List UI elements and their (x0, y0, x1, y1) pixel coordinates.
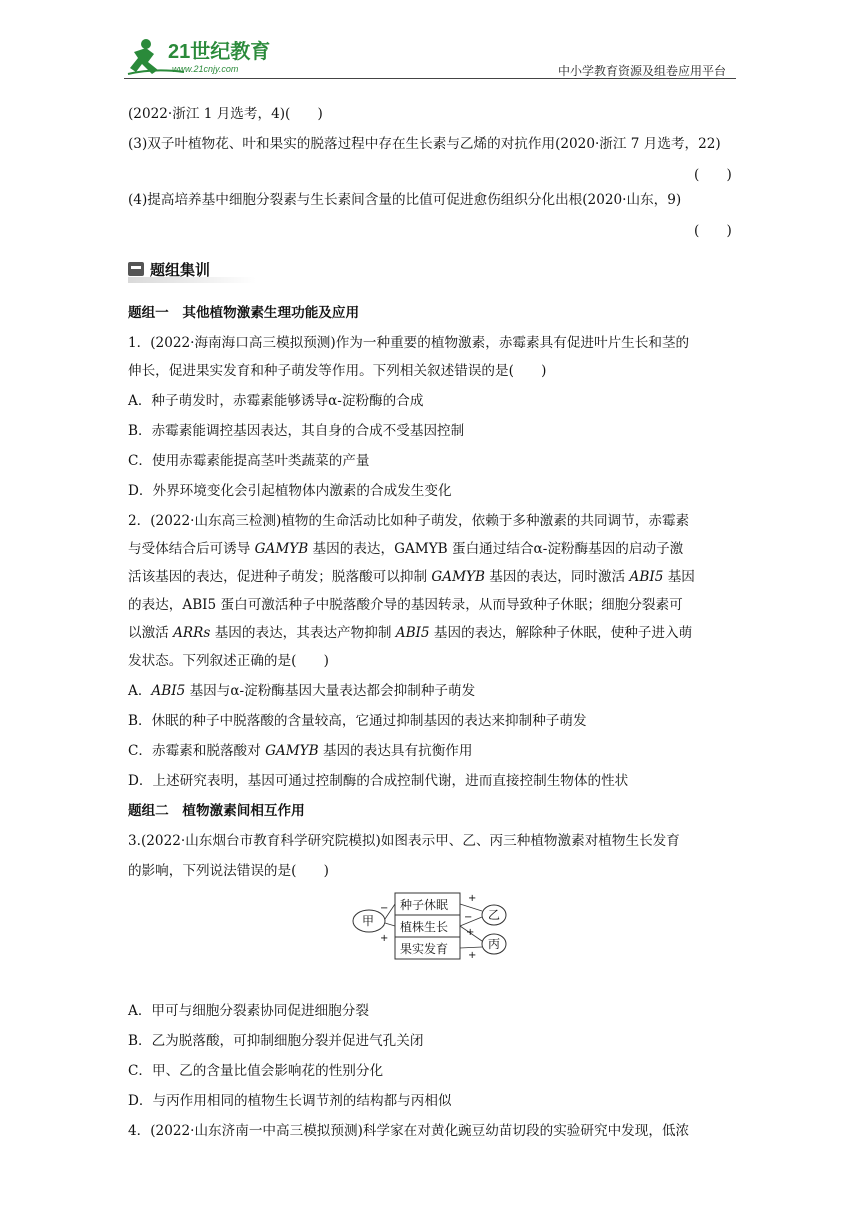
sign-plus: + (468, 893, 477, 904)
q2-option-c: C．赤霉素和脱落酸对 GAMYB 基因的表达具有抗衡作用 (128, 743, 473, 759)
sign-plus: + (466, 927, 475, 938)
sign-plus: + (468, 950, 477, 961)
q3-option-c: C．甲、乙的含量比值会影响花的性别分化 (128, 1063, 384, 1079)
q1-option-b: B．赤霉素能调控基因表达，其自身的合成不受基因控制 (128, 423, 465, 439)
sign-plus: + (380, 933, 389, 944)
page-header (124, 34, 736, 80)
section-icon (128, 262, 144, 276)
node-c-label: 丙 (488, 937, 501, 951)
q2-option-a: A．ABI5 基因与α-淀粉酶基因大量表达都会抑制种子萌发 (128, 683, 476, 699)
sign-minus: − (464, 912, 473, 923)
box-seed-dormancy: 种子休眠 (400, 898, 449, 912)
header-divider (124, 78, 736, 79)
site-logo (124, 34, 294, 80)
q2-option-b: B．休眠的种子中脱落酸的含量较高，它通过抑制基因的表达来抑制种子萌发 (128, 713, 587, 729)
q2-stem: 的表达，ABI5 蛋白可激活种子中脱落酸介导的基因转录，从而导致种子休眠；细胞分裂素可 (128, 597, 683, 613)
group-title: 题组一 其他植物激素生理功能及应用 (128, 305, 360, 321)
q1-option-a: A．种子萌发时，赤霉素能够诱导α-淀粉酶的合成 (128, 393, 424, 409)
q2-stem: 与受体结合后可诱导 GAMYB 基因的表达，GAMYB 蛋白通过结合α-淀粉酶基因的启动子激 (128, 541, 684, 557)
section-banner (128, 257, 256, 283)
svg-text:21世纪教育: 21世纪教育 (168, 41, 271, 63)
q2-stem: 以激活 ARRs 基因的表达，其表达产物抑制 ABI5 基因的表达，解除种子休眠，使种子进入萌 (128, 625, 693, 641)
q1-option-d: D．外界环境变化会引起植物体内激素的合成发生变化 (128, 483, 452, 499)
q4-stem: 4．(2022·山东济南一中高三模拟预测)科学家在对黄化豌豆幼苗切段的实验研究中发现，低浓 (128, 1123, 690, 1139)
q1-option-c: C．使用赤霉素能提高茎叶类蔬菜的产量 (128, 453, 370, 469)
q1-stem: 伸长，促进果实发育和种子萌发等作用。下列相关叙述错误的是( ) (128, 363, 547, 379)
q2-stem: 2．(2022·山东高三检测)植物的生命活动比如种子萌发，依赖于多种激素的共同调节，赤霉素 (128, 513, 690, 529)
q2-option-d: D．上述研究表明，基因可通过控制酶的合成控制代谢，进而直接控制生物体的性状 (128, 773, 629, 789)
q3-stem: 3.(2022·山东烟台市教育科学研究院模拟)如图表示甲、乙、丙三种植物激素对植物生长发育 (128, 833, 680, 849)
box-plant-growth: 植株生长 (400, 920, 449, 934)
q3-stem: 的影响，下列说法错误的是( ) (128, 863, 329, 879)
q3-option-b: B．乙为脱落酸，可抑制细胞分裂并促进气孔关闭 (128, 1033, 424, 1049)
text-line: (3)双子叶植物花、叶和果实的脱落过程中存在生长素与乙烯的对抗作用(2020·浙江 7 月选考，22) (128, 136, 721, 152)
text-line: (2022·浙江 1 月选考，4)( ) (128, 106, 323, 122)
answer-paren: ( ) (694, 167, 732, 183)
answer-paren: ( ) (694, 223, 732, 239)
section-title: 题组集训 (150, 261, 211, 279)
box-fruit-development: 果实发育 (400, 942, 449, 956)
hormone-diagram (350, 889, 512, 961)
sign-minus: − (380, 903, 389, 914)
platform-name: 中小学教育资源及组卷应用平台 (557, 64, 726, 78)
group-title: 题组二 植物激素间相互作用 (128, 803, 305, 819)
svg-text:www.21cnjy.com: www.21cnjy.com (172, 64, 239, 74)
q2-stem: 发状态。下列叙述正确的是( ) (128, 653, 329, 669)
q3-option-a: A．甲可与细胞分裂素协同促进细胞分裂 (128, 1003, 369, 1019)
q1-stem: 1．(2022·海南海口高三模拟预测)作为一种重要的植物激素，赤霉素具有促进叶片生长和茎的 (128, 335, 690, 351)
node-b-label: 乙 (488, 908, 501, 922)
node-a-label: 甲 (362, 914, 375, 928)
q2-stem: 活该基因的表达，促进种子萌发；脱落酸可以抑制 GAMYB 基因的表达，同时激活 ABI5 基因 (128, 569, 695, 585)
text-line: (4)提高培养基中细胞分裂素与生长素间含量的比值可促进愈伤组织分化出根(2020·山东，9) (128, 192, 682, 208)
q3-option-d: D．与丙作用相同的植物生长调节剂的结构都与丙相似 (128, 1093, 452, 1109)
